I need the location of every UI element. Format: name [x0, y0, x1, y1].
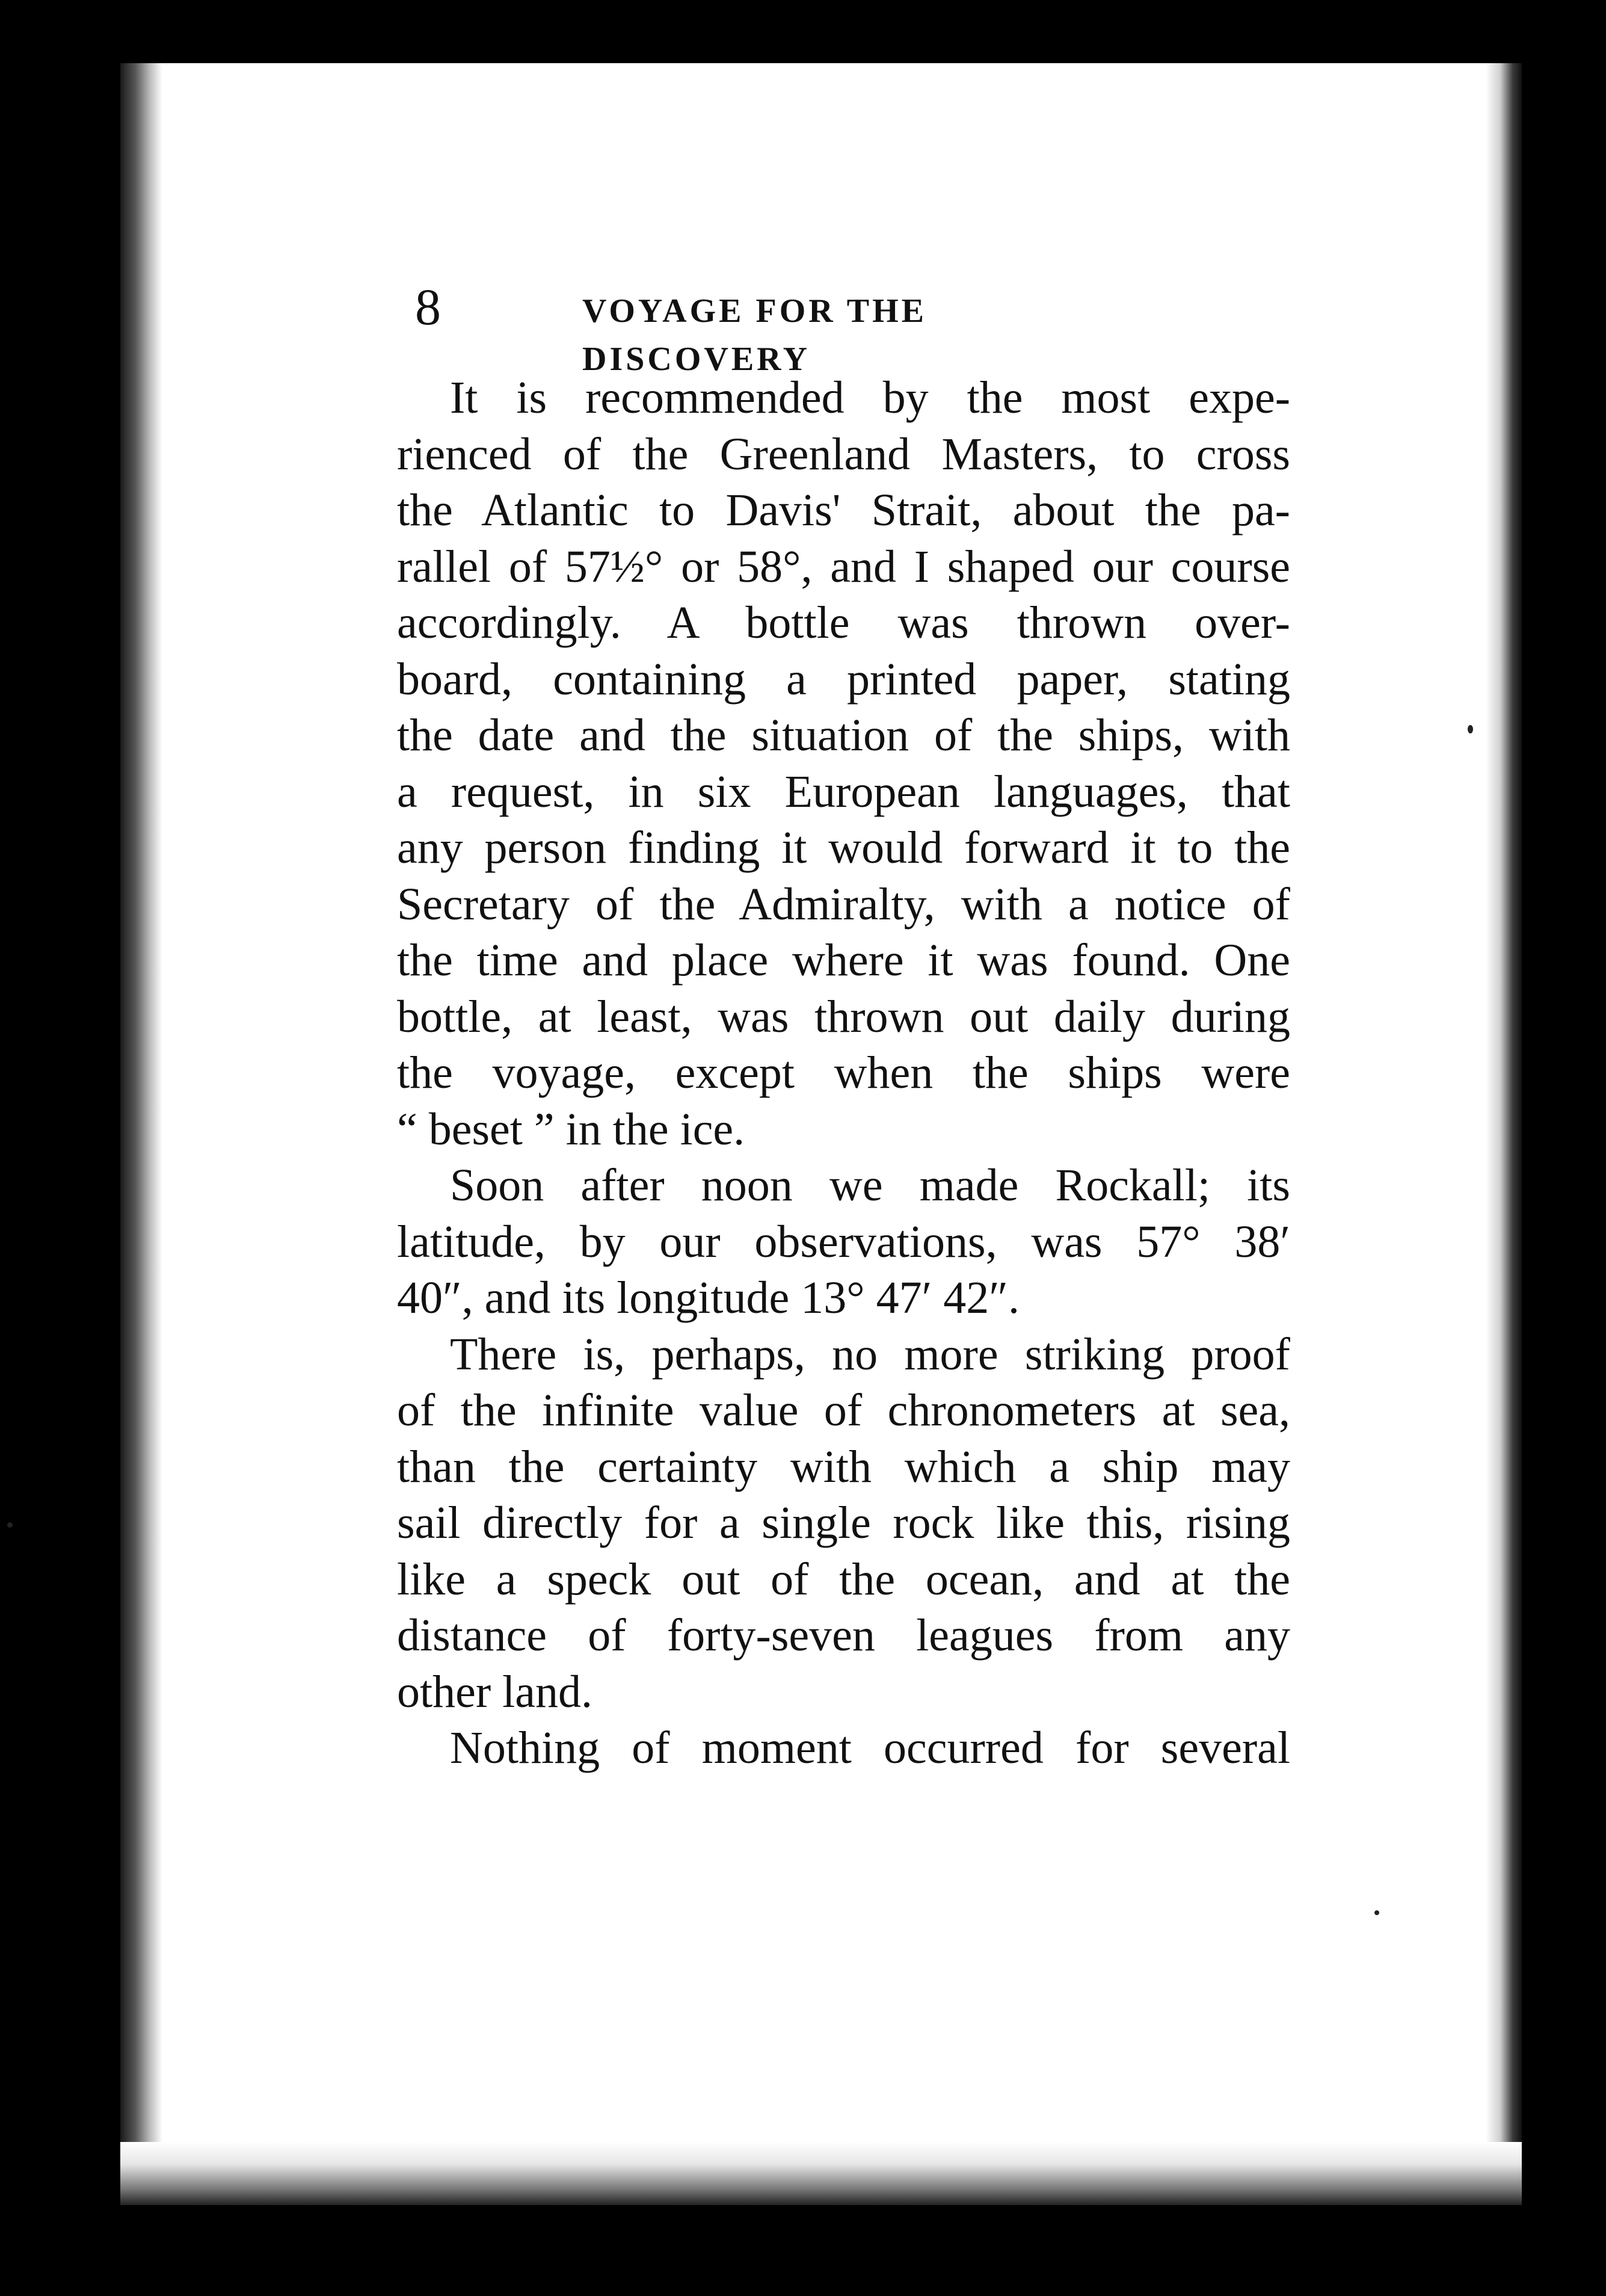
text-line: latitude, by our observations, was 57° 38′: [397, 1216, 1290, 1267]
text-line: the date and the situation of the ships, with: [397, 710, 1290, 761]
text-line: 40″, and its longitude 13° 47′ 42″.: [397, 1273, 1020, 1323]
paragraph: [397, 370, 1290, 1158]
page-number: 8: [415, 278, 441, 336]
text-line: a request, in six European languages, that: [397, 766, 1290, 817]
scan-speck: [1374, 1910, 1379, 1915]
text-line: Secretary of the Admiralty, with a notice of: [397, 878, 1290, 930]
running-head: VOYAGE FOR THE DISCOVERY: [582, 292, 927, 378]
text-line: Soon after noon we made Rockall; its: [450, 1160, 1290, 1211]
text-line: There is, perhaps, no more striking proof: [450, 1329, 1290, 1380]
text-line: board, containing a printed paper, stating: [397, 653, 1290, 705]
text-line: of the infinite value of chronometers at sea,: [397, 1385, 1290, 1436]
text-line: distance of forty-seven leagues from any: [397, 1610, 1290, 1661]
text-line: the Atlantic to Davis' Strait, about the pa-: [397, 485, 1290, 535]
text-line: “ beset ” in the ice.: [397, 1103, 745, 1155]
text-line: It is recommended by the most expe-: [450, 372, 1290, 423]
text-line: Nothing of moment occurred for several: [450, 1723, 1290, 1773]
text-line: than the certainty with which a ship may: [397, 1441, 1290, 1492]
bottom-edge: [120, 2142, 1522, 2205]
text-line: like a speck out of the ocean, and at the: [397, 1554, 1290, 1605]
text-line: rallel of 57½° or 58°, and I shaped our course: [397, 541, 1290, 592]
text-line: rienced of the Greenland Masters, to cross: [397, 428, 1290, 480]
page-edges: [1486, 63, 1522, 2205]
scan-speck: [1468, 725, 1473, 733]
scan-speck: [7, 1522, 13, 1528]
text-line: the time and place where it was found. One: [397, 935, 1290, 986]
text-line: sail directly for a single rock like this, rising: [397, 1498, 1290, 1548]
text-line: other land.: [397, 1666, 593, 1717]
paragraph: [397, 1327, 1290, 1721]
page-header: [415, 274, 1137, 378]
paragraph: [397, 1158, 1290, 1327]
text-line: bottle, at least, was thrown out daily during: [397, 991, 1290, 1042]
text-line: the voyage, except when the ships were: [397, 1048, 1290, 1098]
binding-shadow: [120, 63, 162, 2205]
text-line: any person finding it would forward it to the: [397, 822, 1290, 873]
body-text: [397, 370, 1290, 1777]
text-line: accordingly. A bottle was thrown over-: [397, 597, 1290, 648]
paragraph: [397, 1720, 1290, 1777]
